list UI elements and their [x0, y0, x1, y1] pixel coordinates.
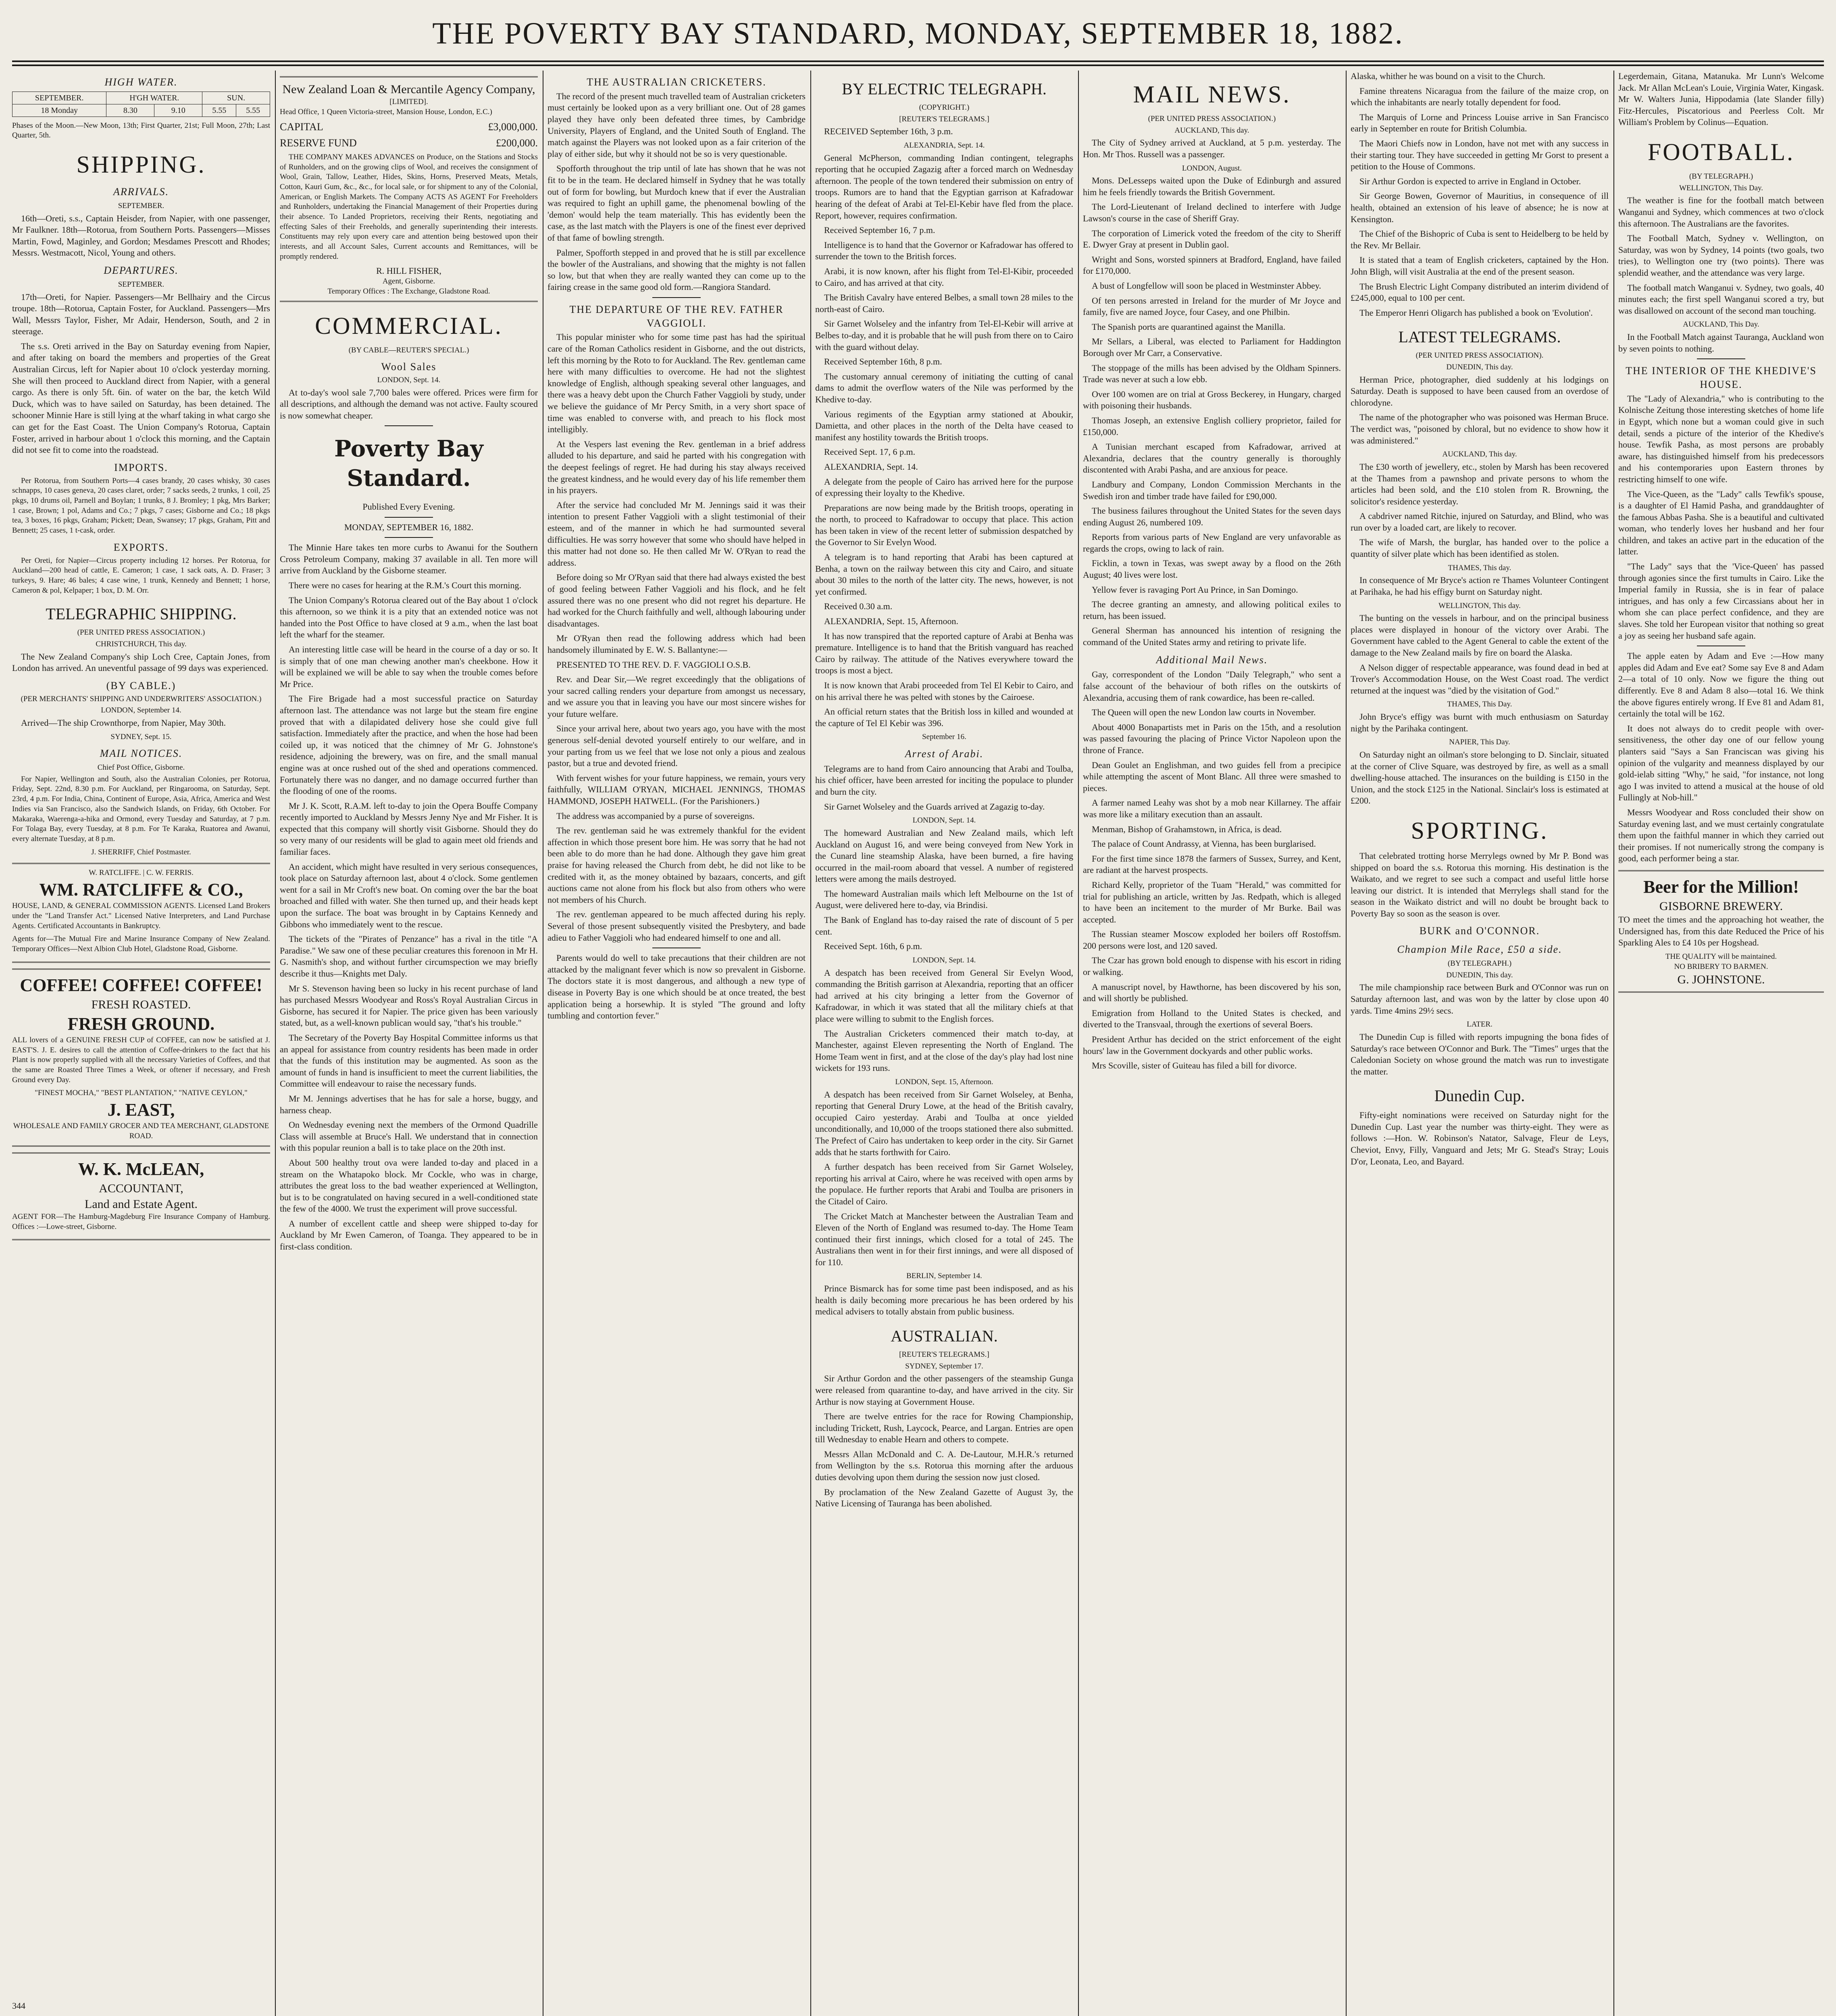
additional-paragraph: The Czar has grown bold enough to dispense with his escort in riding or walking. — [1083, 955, 1341, 977]
tide-cell-evening: 9.10 — [154, 104, 202, 117]
additional-paragraph: President Arthur has decided on the strict enforcement of the eight hours' law in the Government dockyards and other public works. — [1083, 1034, 1341, 1056]
cable-text: Arrived—The ship Crownthorpe, from Napier, May 30th. — [21, 718, 226, 728]
telegraph-paragraph: Sir Garnet Wolseley and the infantry from Tel-El-Kebir will arrive at Belbes to-day, and it is probable that he will push from there on to Cairo with the guard without delay. — [815, 319, 1073, 352]
telegraph-paragraph: Arabi, it is now known, after his flight from Tel-El-Kibir, proceeded to Cairo, and has arrived at that city. — [815, 266, 1073, 288]
mail-paragraph: Yellow fever is ravaging Port Au Prince, in San Domingo. — [1092, 584, 1298, 595]
mclean-subtitle: Land and Estate Agent. — [85, 1197, 198, 1211]
burk-heading: BURK and O'CONNOR. — [1419, 925, 1540, 937]
dunedin-cup-text: Fifty-eight nominations were received on Saturday night for the Dunedin Cup. Last year the number was thirty-eight. They were as follows :—Hon. W. Robinson's Natator, Salvage, Fleur de Leys, Cheviot, Envy, Filly, Vanguard and Jets; Mr G. Stead's Stray; Louis D'or, Leonata, Leo, and Bayard. — [1351, 1110, 1609, 1166]
football-dateline: WELLINGTON, This Day. — [1679, 183, 1763, 192]
ratcliffe-agents: Agents for—The Mutual Fire and Marine Insurance Company of New Zealand. Temporary Offices—Next Albion Club Hotel, Gladstone Road, Gisborne. — [12, 935, 270, 953]
vaggioli-paragraph: Mr O'Ryan then read the following address which had been handsomely illuminated by E. W. S. Ballantyne:— — [547, 633, 806, 655]
berlin-dateline: BERLIN, September 14. — [906, 1272, 982, 1281]
mail-paragraph: The Lord-Lieutenant of Ireland declined to interfere with Judge Lawson's course in the case of Sheriff Gray. — [1083, 202, 1341, 224]
column-3 — [547, 71, 806, 2016]
sporting-heading: SPORTING. — [1411, 817, 1549, 844]
london-august-dateline: LONDON, August. — [1182, 164, 1242, 173]
vaggioli-address-title: PRESENTED TO THE REV. D. F. VAGGIOLI O.S.B. — [556, 659, 751, 670]
wool-heading: Wool Sales — [381, 361, 437, 373]
nz-loan-signature: R. HILL FISHER, — [376, 265, 441, 276]
editorial-paragraph: Mr J. K. Scott, R.A.M. left to-day to join the Opera Bouffe Company recently imported to Auckland by Messrs Jenny Nye and Mr Fisher. It is expected that this company will shortly visit Gisborne. Should they do so very many of our residents will be glad to again meet old friends and familiar faces. — [280, 800, 538, 857]
ratcliffe-ad — [12, 863, 270, 962]
sporting-text: That celebrated trotting horse Merrylegs owned by Mr P. Bond was shipped on board the s.s. Rotorua this morning. His destination is the Waikato, and we regret to see such a compact and useful little horse leaving our district. It is intended that Merrylegs shall stand for the season in the Waikato district and will no doubt be brought back to Poverty Bay so soon as the season is over. — [1351, 850, 1609, 918]
vaggioli-paragraph: The rev. gentleman appeared to be much affected during his reply. Several of those present subsequently visited the Presbytery, and bade adieu to Father Vaggioli who had endeared himself to one and all. — [547, 909, 806, 943]
football-source: (BY TELEGRAPH.) — [1689, 172, 1753, 181]
mail-paragraph: The Spanish ports are quarantined against the Manilla. — [1092, 321, 1286, 332]
departures-month: SEPTEMBER. — [118, 280, 164, 289]
additional-paragraph: Gay, correspondent of the London "Daily Telegraph," who sent a false account of the behaviour of both rifles on the outskirts of Alexandria, accusing them of rank cowardice, has been re-called. — [1083, 669, 1341, 703]
auckland-paragraph: A cabdriver named Ritchie, injured on Saturday, and Blind, who was run over by a loaded cart, are likely to recover. — [1351, 511, 1609, 533]
dunedin-paragraph: Herman Price, photographer, died suddenly at his lodgings on Saturday. Death is supposed to have been caused from an overdose of chlorodyne. — [1351, 374, 1609, 408]
mclean-title: ACCOUNTANT, — [99, 1181, 183, 1195]
mail-paragraph: Of ten persons arrested in Ireland for the murder of Mr Joyce and family, five are named Joyce, four Casey, and one Philbin. — [1083, 295, 1341, 317]
masthead — [0, 0, 1836, 60]
cricketers-heading: THE AUSTRALIAN CRICKETERS. — [587, 76, 766, 88]
east-text: WHOLESALE AND FAMILY GROCER AND TEA MERCHANT, GLADSTONE ROAD. — [13, 1122, 269, 1140]
london-paragraph: The Cricket Match at Manchester between the Australian Team and Eleven of the North of England was resumed to-day. The Home Team continued their first innings, which closed for a total of 245. The Australians then went in for their first innings, and were all disposed of for 110. — [815, 1211, 1073, 1267]
mail-news-source: (PER UNITED PRESS ASSOCIATION.) — [1148, 115, 1276, 123]
telegraphic-source: (PER UNITED PRESS ASSOCIATION.) — [77, 628, 205, 637]
capital-label: CAPITAL — [280, 121, 323, 133]
latest-source: (PER UNITED PRESS ASSOCIATION). — [1416, 351, 1544, 360]
editorial-paragraph: The Minnie Hare takes ten more curbs to Awanui for the Southern Cross Petroleum Company, making 37 available in all. Ten more will arrive from Auckland by the Gisborne steamer. — [280, 542, 538, 576]
tide-cell-morning: 8.30 — [106, 104, 154, 117]
shipping-notes: The s.s. Oreti arrived in the Bay on Saturday evening from Napier, and after taking on board the members and properties of the Great Australian Circus, left for Napier about 10 o'clock yesterday morning. She will then proceed to Auckland direct from Napier, with a general cargo. As there is only 5ft. 6in. of water on the bar, the ketch Wild Duck, which was to have sailed on Saturday, has been detained. The schooner Minnie Hare is still lying at the wharf taking in what cargo she can get for the East Coast. The Union Company's Rotorua, Captain Foster, arrived in harbour about 1 o'clock this morning, and the Captain did not see fit to come into the roadstead. — [12, 341, 270, 455]
mail-paragraph: Wright and Sons, worsted spinners at Bradford, England, have failed for £170,000. — [1083, 254, 1341, 276]
capital-value: £3,000,000. — [488, 121, 538, 133]
tide-cell-day: 18 Monday — [12, 104, 106, 117]
nz-loan-ad — [280, 76, 538, 302]
sydney-paragraph: Messrs Allan McDonald and C. A. De-Lautour, M.H.R.'s returned from Wellington by the s.s. Rotorua this morning after the arduous duties devolving upon them during the session now just closed. — [815, 1449, 1073, 1483]
mail-paragraph: Reports from various parts of New England are very unfavorable as regards the crops, owing to lack of rain. — [1083, 532, 1341, 554]
divider — [385, 517, 433, 518]
vaggioli-heading: THE DEPARTURE OF THE REV. FATHER VAGGIOLI. — [569, 303, 784, 329]
nz-loan-title: New Zealand Loan & Mercantile Agency Company, — [282, 83, 535, 96]
telegraph-paragraph: Received 0.30 a.m. — [824, 601, 893, 612]
vaggioli-paragraph: Parents would do well to take precautions that their children are not attacked by the malignant fever which is now so prevalent in Gisborne. The doctors state it is most dangerous, and although a new type of disease in Poverty Bay is one which should be at once treated, the best application being a horsewhip. It is styled "The ground and lofty tumbling and contortion fever." — [547, 953, 806, 1021]
editorial-paragraph: On Wednesday evening next the members of the Ormond Quadrille Class will assemble at Bruce's Hall. We understand that in connection with this popular reunion a ball is to take place on the 20th inst. — [280, 1120, 538, 1153]
moon-phases: Phases of the Moon.—New Moon, 13th; First Quarter, 21st; Full Moon, 27th; Last Quarter, 5th. — [12, 121, 270, 140]
sydney-paragraph: There are twelve entries for the race for Rowing Championship, including Trickett, Rush, Laycock, Pearce, and Largan. Entries are open till Wednesday to enable Hearn and others to compete. — [815, 1411, 1073, 1445]
editorial-paragraph: There were no cases for hearing at the R.M.'s Court this morning. — [289, 580, 522, 591]
mail-news-heading: MAIL NEWS. — [1133, 81, 1291, 108]
wellington-paragraph: The bunting on the vessels in harbour, and on the principal business places were displayed in honour of the victory over Arabi. The Government have cabled to the Agent General to cable the extent of the damage to the New Zealand mails by fire on board the Alaska. — [1351, 613, 1609, 658]
coffee-blends: "FINEST MOCHA," "BEST PLANTATION," "NATIVE CEYLON," — [35, 1089, 248, 1098]
departures-heading: DEPARTURES. — [104, 264, 179, 277]
thames-dateline: THAMES, This day. — [1448, 563, 1511, 572]
wellington-dateline: WELLINGTON, This day. — [1438, 601, 1521, 610]
coffee-text: ALL lovers of a GENUINE FRESH CUP of COFFEE, can now be satisfied at J. EAST'S. J. E. desires to call the attention of Coffee-drinkers to the fact that his Plant is now properly supplied with all the necessary Varieties of Coffees, and that the same are Roasted Three Times a Week, or oftener if necessary, and Fresh Ground every Day. — [12, 1035, 270, 1084]
champion-dateline: DUNEDIN, This day. — [1446, 971, 1513, 979]
telegraph-paragraph: Received September 16th, 8 p.m. — [824, 356, 942, 367]
mail-paragraph: A Tunisian merchant escaped from Kafradowar, arrived at Alexandria, declares that the country generally is thoroughly discontented with Arabi Pasha, and are anxious for peace. — [1083, 442, 1341, 475]
page-columns — [12, 71, 1824, 2016]
arrest-paragraph: Telegrams are to hand from Cairo announcing that Arabi and Toulba, his chief officer, have been arrested for inciting the populace to plunder and burn the city. — [815, 763, 1073, 797]
mclean-ad — [12, 1152, 270, 1241]
ratcliffe-text: HOUSE, LAND, & GENERAL COMMISSION AGENTS. Licensed Land Brokers under the "Land Transfer Act." Licensed Native Interpreters, and Land Purchase Agents. Certificated Accountants in Bankruptcy. — [12, 902, 270, 930]
cable-dateline: LONDON, September 14. — [101, 706, 181, 715]
additional-paragraph: A manuscript novel, by Hawthorne, has been discovered by his son, and will shortly be published. — [1083, 981, 1341, 1004]
additional-paragraph: Menman, Bishop of Grahamstown, in Africa, is dead. — [1092, 824, 1282, 834]
champion-heading: Champion Mile Race, £50 a side. — [1397, 943, 1562, 956]
editorial-items — [280, 542, 538, 1252]
continued-text: Legerdemain, Gitana, Matanuka. Mr Lunn's Welcome Jack. Mr Allan McLean's Louie, Virginia Water, Kingask. Mr W. Walters Junia, Hippodamia (late Slander filly) Fitz-Hercules, Piscatorious and Peerless Colt. Mr William's Problem by Colinus—Equation. — [1618, 71, 1824, 127]
circus-text: Messrs Woodyear and Ross concluded their show on Saturday evening last, and we must certainly congratulate them upon the faithful manner in which they carried out their promises. If not numerically strong the company is good, each performer being a star. — [1618, 807, 1824, 864]
column-6 — [1351, 71, 1609, 2016]
divider — [652, 297, 701, 298]
brewery-heading: GISBORNE BREWERY. — [1659, 900, 1783, 913]
additional-paragraph: The Queen will open the new London law courts in November. — [1092, 707, 1316, 718]
column-rule-1 — [275, 71, 276, 2016]
shipping-heading: SHIPPING. — [76, 151, 206, 178]
news-paragraph: It is stated that a team of English cricketers, captained by the Hon. John Bligh, will visit Australia at the end of the present season. — [1351, 255, 1609, 277]
london-paragraph: A despatch has been received from Sir Garnet Wolseley, at Benha, reporting that General Drury Lowe, at the head of the British cavalry, occupied Cairo yesterday. Arabi and Toulba at once yielded unconditionally, and 10,000 of the troops stationed there also submitted. The Prefect of Cairo has undertaken to keep order in the city. Sir Garnet adds that he starts forthwith for Cairo. — [815, 1089, 1073, 1157]
editorial-paragraph: The tickets of the "Pirates of Penzance" has a rival in the title "A Paradise." We saw one of these peculiar creatures this forenoon in Mr H. G. Nasmith's shop, and without further circumspection we may briefly describe it thus—Knights met Daly. — [280, 934, 538, 979]
editorial-paragraph: The Fire Brigade had a most successful practice on Saturday afternoon last. The attendance was not large but the steam fire engine proved that with a dilapidated delivery hose she could give full satisfaction. Immediately after the practice, and when the hose had been coiled up, it was noticed that the chimney of Mr G. Johnstone's residence, adjoining the brewery, was on fire, and the small manual engine was at once rushed out of the shed and operations commenced. Fortunately there was no danger, and no damage occurred further than the flooding of one of the rooms. — [280, 694, 538, 796]
paper-title: Poverty Bay Standard. — [334, 435, 483, 492]
football-paragraph: The football match Wanganui v. Sydney, two goals, 40 minutes each; the first spell Wanganui scored a try, but was disallowed on account of the second man touching. — [1618, 282, 1824, 316]
mail-paragraph: Over 100 women are on trial at Gross Beckerey, in Hungary, charged with poisoning their husbands. — [1083, 389, 1341, 411]
cricketers-paragraph: Spofforth throughout the trip until of late has shown that he was not fit to be in the team. He declared himself in Sydney that he was totally out of form for bowling, but Murdoch knew that if ever the Australian was required to fight an uphill game, the phenomenal bowling of the 'demon' would help the team materially. This has evidently been the case, as the last match with the Players is one of the finest ever deprived of that fame of bowling strength. — [547, 163, 806, 243]
editorial-paragraph: An accident, which might have resulted in very serious consequences, took place on Saturday afternoon last, about 4 o'clock. Some gentlemen went for a sail in Mr Croft's new boat. On coming over the bar the boat broached and filled with water. She then turned up, and their heads kept upon the surface. The boat was brought in by Captains Kennedy and Gibbons who immediately went to the rescue. — [280, 861, 538, 929]
london-dateline: LONDON, Sept. 14. — [912, 816, 976, 825]
vaggioli-paragraph: This popular minister who for some time past has had the spiritual care of the Roman Catholics resident in Gisborne, and the out districts, left this morning by the Roto to for Auckland. The Rev. gentleman came here with many difficulties to overcome. He had not the slightest knowledge of English, although speaking several other languages, and there was a heavy debt upon the Church Father Vaggioli by study, under we believe the guidance of Mr Percy Smith, in a very short space of time was enabled to converse with, and preach to his flock most intelligibly. — [547, 332, 806, 435]
arrivals-text: 16th—Oreti, s.s., Captain Heisder, from Napier, with one passenger, Mr Faulkner. 18th—Rotorua, from Southern Ports. Passengers—Misses Martin, Fowd, Maginley, and Gordon; Mesdames Prescott and Rhodes; Messrs. Westmacott, Nicol, Young and others. — [12, 213, 270, 258]
telegraph-paragraph: Intelligence is to hand that the Governor or Kafradowar has offered to surrender the town to the British forces. — [815, 240, 1073, 262]
ratcliffe-name: WM. RATCLIFFE & CO., — [39, 879, 243, 900]
telegraph-paragraph: General McPherson, commanding Indian contingent, telegraphs reporting that he occupied Zagazig after a forced march on Wednesday afternoon. The people of the town tendered their submission on entry of troops. Rumors are to hand that the Egyptian garrison at Kafradowar hearing of the defeat of Arabi at Tel-El-Kebir have fled from the place. Report, however, requires confirmation. — [815, 152, 1073, 221]
london-paragraph: The homeward Australian and New Zealand mails, which left Auckland on August 16, and were being conveyed from New York in the Cunard line steamship Alaska, have been burned, a fire having occurred in the mail-room aboard that vessel. A number of registered letters were among the mails destroyed. — [815, 827, 1073, 884]
column-2 — [280, 71, 538, 2016]
telegraph-source: [REUTER'S TELEGRAMS.] — [899, 115, 989, 123]
mail-paragraph: Landbury and Company, London Commission Merchants in the Swedish iron and timber trade have failed for £90,000. — [1083, 479, 1341, 501]
dunedin-dateline: DUNEDIN, This day. — [1446, 362, 1513, 371]
telegraph-received: RECEIVED September 16th, 3 p.m. — [824, 126, 953, 137]
tide-header-row — [12, 92, 270, 104]
mail-paragraph: The corporation of Limerick voted the freedom of the city to Sheriff E. Dwyer Gray at present in Dublin gaol. — [1083, 228, 1341, 250]
vaggioli-paragraph: The rev. gentleman said he was extremely thankful for the evident affection in which those present bore him. He was sorry that he had not been able to do more than he had done. Although they gave him great praise for having released the Church from debt, he did not like to be credited with it, as the money obtained by bazaars, concerts, and gift auctions came not alone from his flock but also from others who were not members of his Church. — [547, 825, 806, 905]
editorial-paragraph: An interesting little case will be heard in the course of a day or so. It is simply that of one man chewing another man's cheekbone. How it will be explained we will be able to say when the trouble comes before Mr Price. — [280, 644, 538, 689]
editorial-paragraph: The Secretary of the Poverty Bay Hospital Committee informs us that an appeal for assistance from country residents has been made in order that the funds of this institution may be augmented. As soon as the amount of funds in hand is insufficient to meet the current liabilities, the Committee will endeavour to raise the necessary funds. — [280, 1032, 538, 1089]
column-rule-3 — [810, 71, 811, 2016]
mclean-agent: AGENT FOR—The Hamburg-Magdeburg Fire Insurance Company of Hamburg. Offices :—Lowe-street, Gisborne. — [12, 1212, 270, 1231]
additional-paragraph: For the first time since 1878 the farmers of Sussex, Surrey, and Kent, are radiant at the harvest prospects. — [1083, 853, 1341, 875]
telegraph-paragraph: A delegate from the people of Cairo has arrived here for the purpose of expressing their loyalty to the Khedive. — [815, 476, 1073, 498]
champion-text: The mile championship race between Burk and O'Connor was run on Saturday afternoon last, and was won by the latter by close upon 40 yards. Time 4mins 29½ secs. — [1351, 982, 1609, 1016]
news-paragraph: The Maori Chiefs now in London, have not met with any success in their starting tour. They have succeeded in getting Mr Gorst to present a petition to the House of Commons. — [1351, 138, 1609, 172]
telegraph-heading: BY ELECTRIC TELEGRAPH. — [842, 80, 1047, 98]
imports-heading: IMPORTS. — [114, 461, 168, 473]
football-paragraph: The Football Match, Sydney v. Wellington, on Saturday, was won by Sydney, 14 points (two goals, two tries), to Wellington one try (two points). There was splendid weather, and the attendance was very large. — [1618, 233, 1824, 278]
additional-paragraph: About 4000 Bonapartists met in Paris on the 15th, and a resolution was passed favouring the placing of Prince Victor Napoleon upon the throne of France. — [1083, 722, 1341, 755]
column-5 — [1083, 71, 1341, 2016]
khedive-heading: THE INTERIOR OF THE KHEDIVE'S HOUSE. — [1626, 365, 1817, 390]
nz-loan-text: THE COMPANY MAKES ADVANCES on Produce, on the Stations and Stocks of Runholders, and on the growing clips of Wool, and receives the consignment of Wool, Grain, Tallow, Leather, Hides, Skins, Horns, Preserved Meats, Metals, Cotton, Kauri Gum, &c., &c., for local sale, or for shipment to any of the Colonial, American, or English Markets. The Company ACTS AS AGENT For Freeholders and Runholders, undertaking the Financial Management of their Properties during their absence. To Landed Proprietors, receiving their Rents, negotiating and effecting Sales of their Freeholds, and generally superintending their interests. Constituents may rely upon every care and attention being bestowed upon their interests, and all Account Sales, Current accounts and Remittances, will be promptly rendered. — [280, 152, 538, 261]
cable-source: (PER MERCHANTS' SHIPPING AND UNDERWRITERS' ASSOCIATION.) — [21, 694, 262, 703]
additional-paragraph: Richard Kelly, proprietor of the Tuam "Herald," was committed for trial for publishing an article, written by Jas. Redpath, which is alleged to have been an incitement to the murder of Mr Burke. Bail was accepted. — [1083, 879, 1341, 925]
coffee-ad — [12, 968, 270, 1147]
wool-text: At to-day's wool sale 7,700 bales were offered. Prices were firm for all descriptions, and although the demand was not active. Faulty scoured is now somewhat cheaper. — [280, 387, 538, 421]
exports-heading: EXPORTS. — [113, 541, 169, 553]
football-paragraph: The weather is fine for the football match between Wanganui and Sydney, which commences at two o'clock this afternoon. The Australians are the favorites. — [1618, 195, 1824, 229]
nz-loan-limited: [LIMITED]. — [389, 98, 428, 106]
auckland-dateline: AUCKLAND, This day. — [1442, 450, 1517, 459]
additional-paragraph: The palace of Count Andrassy, at Vienna, has been burglarised. — [1092, 839, 1316, 849]
paper-date: MONDAY, SEPTEMBER 16, 1882. — [344, 522, 474, 532]
continued-text: Alaska, whither he was bound on a visit to the Church. — [1351, 71, 1545, 81]
news-paragraph: The Chief of the Bishopric of Cuba is sent to Heidelberg to be held by the Rev. Mr Bellair. — [1351, 229, 1609, 250]
additional-paragraph: A farmer named Leahy was shot by a mob near Killarney. The affair was more like a military execution than an assault. — [1083, 798, 1341, 819]
later-label: LATER. — [1467, 1020, 1493, 1029]
football-heading: FOOTBALL. — [1647, 138, 1795, 165]
telegraph-paragraph: A telegram is to hand reporting that Arabi has been captured at Benha, a town on the railway between this city and Cairo, and situate about 30 miles to the north of the latter city. The news, however, is not yet confirmed. — [815, 552, 1073, 597]
tide-heading: HIGH WATER. — [104, 76, 178, 88]
wellington-paragraph: A Nelson digger of respectable appearance, was found dead in bed at Trover's Accommodation House, on the West Coast road. The verdict returned at the inquest was "died by the visitation of God." — [1351, 662, 1609, 696]
cricketers-paragraph: Palmer, Spofforth stepped in and proved that he is still par excellence the bowler of the Australians, and showing that the mighty is not fallen so low, but that when they are really wanted they can come up to the fairing crease in the same good old form.—Rangiora Standard. — [547, 247, 806, 292]
tide-header-month: SEPTEMBER. — [12, 92, 106, 104]
telegraph-paragraph: ALEXANDRIA, Sept. 15, Afternoon. — [824, 616, 959, 627]
news-paragraph: The Brush Electric Light Company distributed an interim dividend of £245,000, equal to 100 per cent. — [1351, 281, 1609, 303]
auckland-paragraph: The £30 worth of jewellery, etc., stolen by Marsh has been recovered at the Thames from a pawnshop and private persons to whom the articles had been sold, and the £10 stolen from R. Browning, the solicitor's residence yesterday. — [1351, 461, 1609, 506]
coffee-banner: COFFEE! COFFEE! COFFEE! — [20, 975, 262, 995]
brewery-ad — [1618, 870, 1824, 993]
telegraph-paragraph: It is now known that Arabi proceeded from Tel El Kebir to Cairo, and on his arrival there he was pelted with stones by the Cairoese. — [815, 680, 1073, 702]
tide-header-sun: SUN. — [202, 92, 270, 104]
editorial-paragraph: A number of excellent cattle and sheep were shipped to-day for Auckland by Mr Ewen Cameron, of Toanga. They appeared to be in first-class condition. — [280, 1218, 538, 1252]
sydney-paragraph: Sir Arthur Gordon and the other passengers of the steamship Gunga were released from quarantine to-day, and have arrived in the city. Sir Arthur is now staying at Government House. — [815, 1373, 1073, 1407]
khedive-paragraph: The Vice-Queen, as the "Lady" calls Tewfik's spouse, is a daughter of El Hamid Pasha, and granddaughter of the famous Abbas Pasha. She is a beautiful and cultivated woman, who tenderly loves her husband and her four children, and takes an active part in the education of the latter. — [1618, 489, 1824, 557]
mail-office: Chief Post Office, Gisborne. — [97, 763, 185, 772]
editorial-paragraph: Mr M. Jennings advertises that he has for sale a horse, buggy, and harness cheap. — [280, 1093, 538, 1115]
auckland-text: The City of Sydney arrived at Auckland, at 5 p.m. yesterday. The Hon. Mr Thos. Russell was a passenger. — [1083, 137, 1341, 159]
divider — [385, 425, 433, 426]
east-name: J. EAST, — [107, 1100, 175, 1120]
telegraph-paragraph: ALEXANDRIA, Sept. 14. — [824, 461, 918, 472]
telegraph-paragraph: An official return states that the British loss in killed and wounded at the capture of Tel El Kebir was 396. — [815, 706, 1073, 728]
vaggioli-paragraph: Since your arrival here, about two years ago, you have with the most generous self-denial devoted yourself entirely to our welfare, and in your parting from us we feel that we lose not only a pious and zealous pastor, but a true and devoted friend. — [547, 723, 806, 768]
news-paragraph: Sir Arthur Gordon is expected to arrive in England in October. — [1359, 176, 1581, 186]
khedive-paragraph: The "Lady of Alexandria," who is contributing to the Kolnische Zeitung those interesting sketches of home life in Egypt, which none but a woman could give in such detail, sends a picture of the interior of the Khedive's house. Tewfik Pasha, as most persons are probably aware, has distinguished himself from his predecessors and his contemporaries upon Eastern thrones by restricting himself to one wife. — [1618, 393, 1824, 484]
alexandria-dateline: ALEXANDRIA, Sept. 14. — [903, 141, 985, 150]
nz-loan-temp-offices: Temporary Offices : The Exchange, Gladstone Road. — [327, 287, 490, 296]
london-paragraph: The homeward Australian mails which left Melbourne on the 1st of August, were delivered here to-day, via Brindisi. — [815, 888, 1073, 910]
masthead-rule-bottom — [12, 65, 1824, 66]
cricketers-paragraph: The record of the present much travelled team of Australian cricketers must certainly be looked upon as a very brilliant one. Out of 28 games played they have only been defeated three times, by Cambridge University, Players of England, and the United South of England. The match against the Players was not looked upon as a fair criterion of the play of either side, but why it should not be so is very questionable. — [547, 91, 806, 159]
tide-row — [12, 104, 270, 117]
column-4 — [815, 71, 1073, 2016]
mail-paragraph: The decree granting an amnesty, and allowing political exiles to return, has been issued. — [1083, 599, 1341, 621]
mail-notices-text: For Napier, Wellington and South, also the Australian Colonies, per Rotorua, Friday, Sept. 22nd, 8.30 p.m. For Auckland, per Ringarooma, on Saturday, Sept. 23rd, 4 p.m. For India, China, Continent of Europe, Asia, Africa, America and West Indies via San Francisco, also the Sandwich Islands, on Friday, 6th October. For Makaraka, Waerenga-a-hika and Ormond, every Tuesday and Saturday, at 7 p.m. For Tolaga Bay, every Tuesday, at 8 p.m. For Te Karaka, Ruatorea and Awanui, every alternate Tuesday, at 8 p.m. — [12, 775, 270, 843]
brewery-quality: THE QUALITY will be maintained. — [1665, 952, 1777, 961]
arrest-heading: Arrest of Arabi. — [905, 748, 984, 760]
tide-cell-sets: 5.55 — [236, 104, 270, 117]
mail-paragraph: Mons. DeLesseps waited upon the Duke of Edinburgh and assured him he feels friendly towards the British Government. — [1083, 175, 1341, 197]
latest-telegrams-heading: LATEST TELEGRAMS. — [1398, 328, 1561, 346]
telegraph-paragraph: Preparations are now being made by the British troops, operating in the north, to proceed to Kafradowar to occupy that place. This action has been taken in view of the recent letter of submission despatched by the Governor to Sir Evelyn Wood. — [815, 502, 1073, 548]
dunedin-paragraph: The name of the photographer who was poisoned was Herman Bruce. The verdict was, "poisoned by chloral, but no evidence to show how it was administered." — [1351, 412, 1609, 446]
news-paragraph: The Marquis of Lorne and Princess Louise arrive in San Francisco early in September en route for British Columbia. — [1351, 112, 1609, 134]
football-auckland-text: In the Football Match against Tauranga, Auckland won by seven points to nothing. — [1618, 331, 1824, 354]
arrest-paragraph: Sir Garnet Wolseley and the Guards arrived at Zagazig to-day. — [824, 801, 1045, 812]
divider — [385, 537, 433, 538]
mail-paragraph: Ficklin, a town in Texas, was swept away by a flood on the 26th August; 40 lives were lost. — [1083, 558, 1341, 580]
additional-mail-heading: Additional Mail News. — [1156, 654, 1268, 666]
telegraph-paragraph: The customary annual ceremony of initiating the cutting of canal dams to admit the overflow waters of the Nile was performed by the Khedive to-day. — [815, 371, 1073, 404]
page-number: 344 — [12, 2001, 25, 2011]
arrivals-month: SEPTEMBER. — [118, 201, 164, 210]
telegraph-paragraph: Various regiments of the Egyptian army stationed at Aboukir, Damietta, and other places in the north of the Delta have ceased to manifest any hostility towards the British troops. — [815, 409, 1073, 442]
arrest-dateline: September 16. — [922, 733, 966, 741]
auckland-paragraph: The wife of Marsh, the burglar, has handed over to the police a quantity of silver plate which has been identified as stolen. — [1351, 537, 1609, 559]
napier-dateline: NAPIER, This Day. — [1449, 738, 1510, 747]
commercial-heading: COMMERCIAL. — [315, 312, 503, 339]
nz-loan-signature-role: Agent, Gisborne. — [382, 277, 435, 286]
brewery-text: TO meet the times and the approaching hot weather, the Undersigned has, from this date Reduced the Price of his Sparkling Ales to £4 10s per Hogshead. — [1618, 914, 1824, 948]
thames-text: John Bryce's effigy was burnt with much enthusiasm on Saturday night by the Parihaka contingent. — [1351, 712, 1609, 733]
editorial-paragraph: About 500 healthy trout ova were landed to-day and placed in a stream on the Whatapoko block. Mr Cockle, who was in charge, attributes the great loss to the bad weather experienced at Wellington, but is to be congratulated on having secured in a well-conditioned state the few of the 4000. We trust the experiment will prove successful. — [280, 1157, 538, 1214]
column-7 — [1618, 71, 1824, 2016]
mail-paragraph: The stoppage of the mills has been advised by the Oldham Spinners. Trade was never at such a low ebb. — [1083, 362, 1341, 385]
tide-table — [12, 92, 270, 117]
london-paragraph: The Bank of England has to-day raised the rate of discount of 5 per cent. — [815, 915, 1073, 937]
imports-text: Per Rotorua, from Southern Ports—4 cases brandy, 20 cases whisky, 30 cases schnapps, 10 cases geneva, 20 cases claret, order; 7 sacks seeds, 2 trunks, 1 coil, 25 pkgs, 10 drums oil, Parnell and Boylan; 1 trunks, 8 J. Bromley; 1 pkg, Mrs Barker; 1 case, Brown; 1 pol, Adams and Co.; 7 pkgs, 7 cases; Gisborne and Co.; 18 pkgs tea, 3 boxes, 16 pkgs, Graham; Pickett; Dean, Swansey; 17 pkgs, Graham, Pitt and Bennett; 25 cases, 1 t-cask, order. — [12, 476, 270, 535]
additional-paragraph: Dean Goulet an Englishman, and two guides fell from a precipice while attempting the ascent of Mont Blanc. All three were smashed to pieces. — [1083, 760, 1341, 793]
vaggioli-paragraph: The address was accompanied by a purse of sovereigns. — [556, 810, 755, 821]
reserve-label: RESERVE FUND — [280, 137, 357, 149]
london-received: Received Sept. 16th, 6 p.m. — [824, 941, 922, 952]
champion-source: (BY TELEGRAPH.) — [1447, 959, 1512, 968]
auckland-dateline: AUCKLAND, This day. — [1174, 126, 1249, 135]
mail-paragraph: The business failures throughout the United States for the seven days ending August 26, numbered 109. — [1083, 506, 1341, 527]
reserve-value: £200,000. — [496, 137, 538, 149]
mail-notices-heading: MAIL NOTICES. — [100, 748, 183, 760]
mail-paragraph: General Sherman has announced his intention of resigning the command of the United States army and retiring to private life. — [1083, 625, 1341, 648]
column-rule-5 — [1346, 71, 1347, 2016]
london-paragraph: The Australian Cricketers commenced their match to-day, at Manchester, against Eleven representing the North of England. The Home Team went in first, and at the close of the day's play had lost nine wickets for 193 runs. — [815, 1028, 1073, 1073]
vaggioli-paragraph: With fervent wishes for your future happiness, we remain, yours very faithfully, WILLIAM O'RYAN, MICHAEL JENNINGS, THOMAS HAMMOND, JOSEPH HATWELL. (For the Parishioners.) — [547, 773, 806, 806]
telegraph-paragraph: Received September 16, 7 p.m. — [824, 225, 935, 235]
news-paragraph: Famine threatens Nicaragua from the failure of the maize crop, on which the inhabitants are nearly totally dependent for food. — [1351, 85, 1609, 108]
telegraph-copyright: (COPYRIGHT.) — [919, 103, 970, 112]
thames-dateline: THAMES, This Day. — [1447, 700, 1512, 709]
capital-row — [280, 120, 538, 134]
berlin-text: Prince Bismarck has for some time past been indisposed, and as his health is daily becoming more precarious he has been ordered by his medical advisers to totally abstain from public business. — [815, 1283, 1073, 1317]
masthead-title: THE POVERTY BAY STANDARD, MONDAY, SEPTEMBER 18, 1882. — [432, 17, 1404, 50]
departures-text: 17th—Oreti, for Napier. Passengers—Mr Bellhairy and the Circus troupe. 18th—Rotorua, Captain Foster, for Auckland. Passengers—Mrs Wall, Messrs Taylor, Fisher, Mr Adair, Henderson, South, and 2 in steerage. — [12, 292, 270, 337]
beer-heading: Beer for the Million! — [1643, 877, 1799, 897]
news-paragraph: Sir George Bowen, Governor of Mauritius, in consequence of ill health, obtained an extension of his leave of absence; he is now at Kensington. — [1351, 191, 1609, 224]
mail-paragraph: Mr Sellars, a Liberal, was elected to Parliament for Haddington Borough over Mr Carr, a Conservative. — [1083, 336, 1341, 358]
australian-heading: AUSTRALIAN. — [891, 1327, 998, 1345]
sydney-paragraph: By proclamation of the New Zealand Gazette of August 3y, the Native Licensing of Tauranga has been abolished. — [815, 1487, 1073, 1509]
vaggioli-paragraph: After the service had concluded Mr M. Jennings said it was their intention to present Father Vaggioli with a slight testimonial of their esteem, and of the manner in which he had surmounted several difficulties. He was sorry however that some who should have helped in this matter had not done so. He then called Mr W. O'Ryan to read the address. — [547, 500, 806, 568]
london-paragraph: A despatch has been received from General Sir Evelyn Wood, commanding the British garrison at Alexandria, reporting that an officer had arrived at his city bringing a letter from the Governor of Kafradowar, in which it was stated that all the military chiefs at that place were willing to submit to the English forces. — [815, 967, 1073, 1024]
commercial-source: (BY CABLE—REUTER'S SPECIAL.) — [348, 346, 469, 354]
telegraph-paragraph: It has now transpired that the reported capture of Arabi at Benha was premature. Intelligence is to hand that the British vanguard has reached Cairo by railway. The attitude of the Natives everywhere toward the troops is most a bject. — [815, 631, 1073, 676]
anecdote-text: It does not always do to credit people with over-sensitiveness, the other day one of our fellow young planters said "Says a San Franciscan was giving his opinion of the vulgarity and meanness displayed by our gold-ielab sitting "Why," he said, "for instance, not long ago I was invited to attend a musical at the house of old Fullingly at Nob-hill." — [1618, 723, 1824, 803]
later-text: The Dunedin Cup is filled with reports impugning the bona fides of Saturday's race between O'Connor and Burk. The "Times" urges that the Caledonian Society on whose ground the match was run to investigate the matter. — [1351, 1031, 1609, 1077]
paper-subtitle: Published Every Evening. — [362, 502, 455, 512]
ratcliffe-partners: W. RATCLIFFE. | C. W. FERRIS. — [89, 868, 194, 877]
brewery-signature: G. JOHNSTONE. — [1677, 973, 1765, 987]
mclean-name: W. K. McLEAN, — [78, 1159, 204, 1179]
tide-cell-rises: 5.55 — [202, 104, 236, 117]
nz-loan-office: Head Office, 1 Queen Victoria-street, Mansion House, London, E.C.) — [280, 107, 492, 116]
khedive-paragraph: "The Lady" says that the 'Vice-Queen' has passed through agonies since the first tumults in Cairo. Like the Imperial family in Russia, she is in fear of palace intrigues, and has only a few Circassians about her in whom she can place perfect confidence, and they are slaves. She told her European visitor that nothing so great a joy as seeing her husband safe again. — [1618, 561, 1824, 641]
vaggioli-paragraph: Rev. and Dear Sir,—We regret exceedingly that the obligations of your sacred calling renders your departure from amongst us necessary, and we assure you that in leaving you have our most sincere wishes for your future welfare. — [547, 674, 806, 719]
additional-paragraph: Mrs Scoville, sister of Guiteau has filed a bill for divorce. — [1092, 1060, 1297, 1071]
column-rule-4 — [1078, 71, 1079, 2016]
telegraphic-shipping-heading: TELEGRAPHIC SHIPPING. — [46, 605, 237, 623]
cable-sydney: SYDNEY, Sept. 15. — [110, 732, 172, 741]
sydney-dateline: SYDNEY, September 17. — [905, 1362, 983, 1370]
fresh-ground: FRESH GROUND. — [67, 1014, 215, 1034]
telegraphic-text: The New Zealand Company's ship Loch Cree, Captain Jones, from London has arrived. An uneventful passage of 99 days was experienced. — [12, 651, 270, 673]
divider — [1697, 358, 1745, 359]
mail-paragraph: A bust of Longfellow will soon be placed in Westminster Abbey. — [1092, 281, 1321, 291]
london-paragraph: A further despatch has been received from Sir Garnet Wolseley, reporting his arrival at Cairo, where he was received with open arms by the populace. He further reports that Arabi and Toulba are prisoners in the Citadel of Cairo. — [815, 1162, 1073, 1206]
masthead-rule-top — [12, 60, 1824, 62]
london-dateline: LONDON, Sept. 15, Afternoon. — [895, 1077, 993, 1086]
additional-paragraph: The Russian steamer Moscow exploded her boilers off Rostoffsm. 200 persons were lost, and 120 saved. — [1083, 929, 1341, 951]
napier-text: On Saturday night an oilman's store belonging to D. Sinclair, situated at the corner of Clive Square, was destroyed by fire, as well as a small dwelling-house attached. The insurances on the building is £150 in the Union, and the stock £125 in the National. Sinclair's loss is estimated at £200. — [1351, 749, 1609, 806]
editorial-paragraph: The Union Company's Rotorua cleared out of the Bay about 1 o'clock this afternoon, so we think it is a pity that an extended notice was not handed into the Post Office to have closed at 9 a.m., when the last boat left the wharf for the steamer. — [280, 595, 538, 640]
vaggioli-paragraph: At the Vespers last evening the Rev. gentleman in a brief address alluded to his departure, and said he parted with his congregation with the deepest feelings of regret. He had during his stay always received the greatest kindness, and he would every day of his life remember them in his prayers. — [547, 439, 806, 496]
thames-text: In consequence of Mr Bryce's action re Thames Volunteer Contingent at Parihaka, he had his effigy burnt on Saturday night. — [1351, 575, 1609, 597]
telegraph-paragraph: The British Cavalry have entered Belbes, a small town 28 miles to the north-east of Cairo. — [815, 292, 1073, 314]
brewery-bribery: NO BRIBERY TO BARMEN. — [1674, 962, 1768, 971]
cable-heading: (BY CABLE.) — [106, 679, 176, 691]
fresh-roasted: FRESH ROASTED. — [91, 998, 191, 1011]
arrivals-heading: ARRIVALS. — [113, 186, 169, 198]
editorial-paragraph: Mr S. Stevenson having been so lucky in his recent purchase of land has purchased Messrs Woodyear and Ross's Royal Australian Circus in Gisborne, has secured it for Napier. The price given has been variously stated, but, as a well-known publican would say, "that's his trouble." — [280, 983, 538, 1028]
telegraphic-dateline: CHRISTCHURCH, This day. — [96, 639, 187, 648]
tide-header-water: H'GH WATER. — [106, 92, 202, 104]
vaggioli-paragraph: Before doing so Mr O'Ryan said that there had always existed the best of good feeling between Father Vaggioli and his flock, and he felt assured there was no one present who did not regret his departure. He had worked for the Church faithfully and well, although labouring under disadvantages. — [547, 572, 806, 629]
dunedin-cup-heading: Dunedin Cup. — [1434, 1087, 1525, 1105]
australian-source: [REUTER'S TELEGRAMS.] — [899, 1350, 989, 1359]
mail-paragraph: Thomas Joseph, an extensive English colliery proprietor, failed for £150,000. — [1083, 415, 1341, 437]
column-rule-6 — [1613, 71, 1614, 2016]
news-paragraph: The Emperor Henri Oligarch has published a book on 'Evolution'. — [1359, 307, 1593, 318]
column-1 — [12, 71, 270, 2016]
additional-paragraph: Emigration from Holland to the United States is checked, and diverted to the Transvaal, through the exertions of several Boers. — [1083, 1008, 1341, 1030]
london-dateline: LONDON, Sept. 14. — [912, 956, 976, 964]
wool-dateline: LONDON, Sept. 14. — [377, 375, 441, 384]
telegraph-paragraph: Received Sept. 17, 6 p.m. — [824, 447, 916, 457]
mail-signature: J. SHERRIFF, Chief Postmaster. — [91, 848, 191, 856]
apples-text: The apple eaten by Adam and Eve :—How many apples did Adam and Eve eat? Some say Eve 8 and Adam 2—a total of 10 only. Now we figure the thing out differently. Eve 8 and Adam 8 also—total 16. We think the above figures entirely wrong. If Eve 81 and Adam 81, certainly the total will be 162. — [1618, 651, 1824, 719]
football-auckland-dateline: AUCKLAND, This Day. — [1683, 320, 1759, 329]
exports-text: Per Oreti, for Napier—Circus property including 12 horses. Per Rotorua, for Auckland—200 head of cattle, E. Cameron; 1 case, 1 sack oats, A. D. Fraser; 3 turkeys, 9. Hare; 46 bales; 4 case wine, 1 trunk, Kennedy and Bennett; 1 horse, Cameron & pol, Kelpaper; 1 box, D. M. Orr. — [12, 556, 270, 595]
reserve-row — [280, 136, 538, 150]
